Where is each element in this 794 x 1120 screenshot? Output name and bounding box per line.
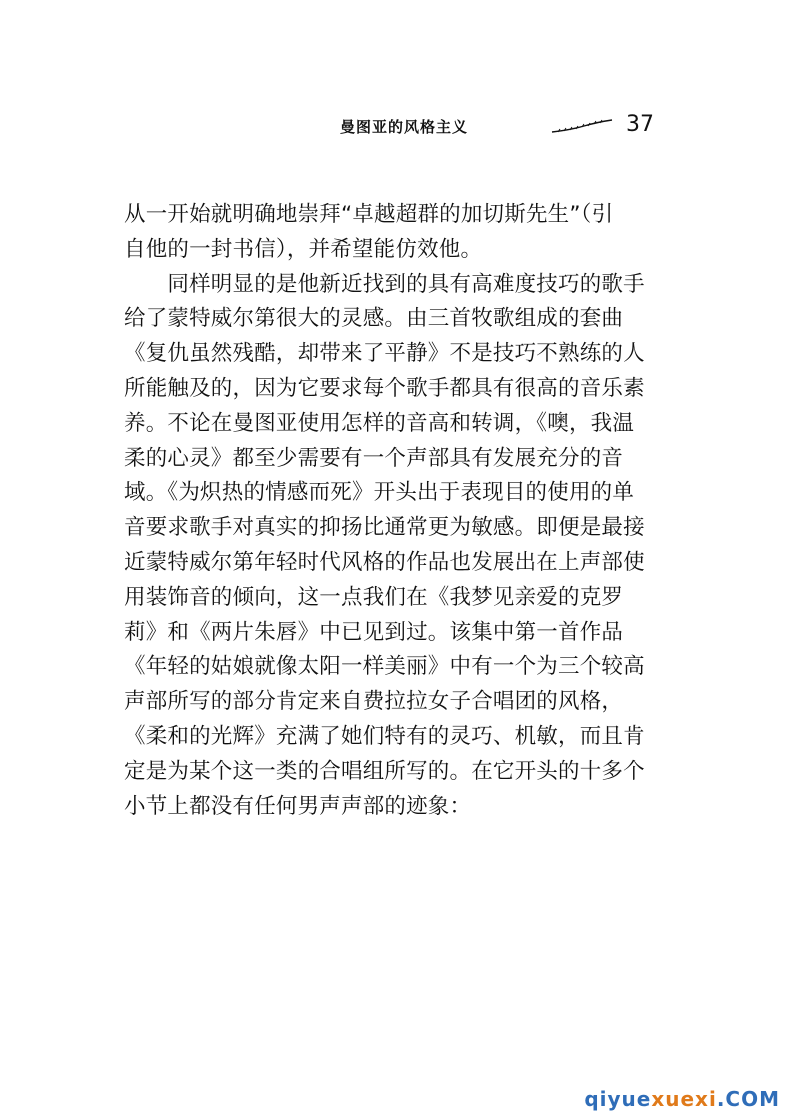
watermark-part: xuexi <box>651 1087 717 1111</box>
text-line: 音要求歌手对真实的抑扬比通常更为敏感。即便是最接 <box>124 515 645 541</box>
text-line: 《复仇虽然残酷，却带来了平静》不是技巧不熟练的人 <box>124 341 645 367</box>
text-line: 小节上都没有任何男声声部的迹象： <box>124 793 472 819</box>
text-line: 养。不论在曼图亚使用怎样的音高和转调，《噢，我温 <box>124 410 635 436</box>
text-line: 从一开始就明确地崇拜“卓越超群的加切斯先生”（引 <box>124 202 614 227</box>
text-line: 域。《为炽热的情感而死》开头出于表现目的使用的单 <box>124 480 635 506</box>
chapter-title: 曼图亚的风格主义 <box>340 118 469 136</box>
text-line: 声部所写的部分肯定来自费拉拉女子合唱团的风格， <box>124 689 624 715</box>
text-line: 莉》和《两片朱唇》中已见到过。该集中第一首作品 <box>124 619 624 645</box>
running-header <box>340 112 654 146</box>
page-number: 37 <box>626 112 654 137</box>
text-line: 近蒙特威尔第年轻时代风格的作品也发展出在上声部使 <box>124 549 645 575</box>
text-line: 定是为某个这一类的合唱组所写的。在它开头的十多个 <box>124 758 645 784</box>
watermark-part: qiyue <box>584 1087 652 1111</box>
text-line: 《柔和的光辉》充满了她们特有的灵巧、机敏，而且肯 <box>124 723 645 749</box>
text-line: 自他的一封书信），并希望能仿效他。 <box>124 236 483 262</box>
text-line: 《年轻的姑娘就像太阳一样美丽》中有一个为三个较高 <box>124 654 645 680</box>
body-text <box>124 198 694 824</box>
watermark <box>584 1084 780 1114</box>
text-line: 给了蒙特威尔第很大的灵感。由三首牧歌组成的套曲 <box>124 306 624 332</box>
watermark-logo <box>584 1087 780 1111</box>
text-line: 同样明显的是他新近找到的具有高难度技巧的歌手 <box>124 271 645 297</box>
text-line: 柔的心灵》都至少需要有一个声部具有发展充分的音 <box>124 445 624 471</box>
ornament-icon <box>550 118 614 134</box>
watermark-part: .COM <box>716 1087 780 1111</box>
text-line: 用装饰音的倾向，这一点我们在《我梦见亲爱的克罗 <box>124 584 624 610</box>
text-line: 所能触及的，因为它要求每个歌手都具有很高的音乐素 <box>124 375 645 401</box>
